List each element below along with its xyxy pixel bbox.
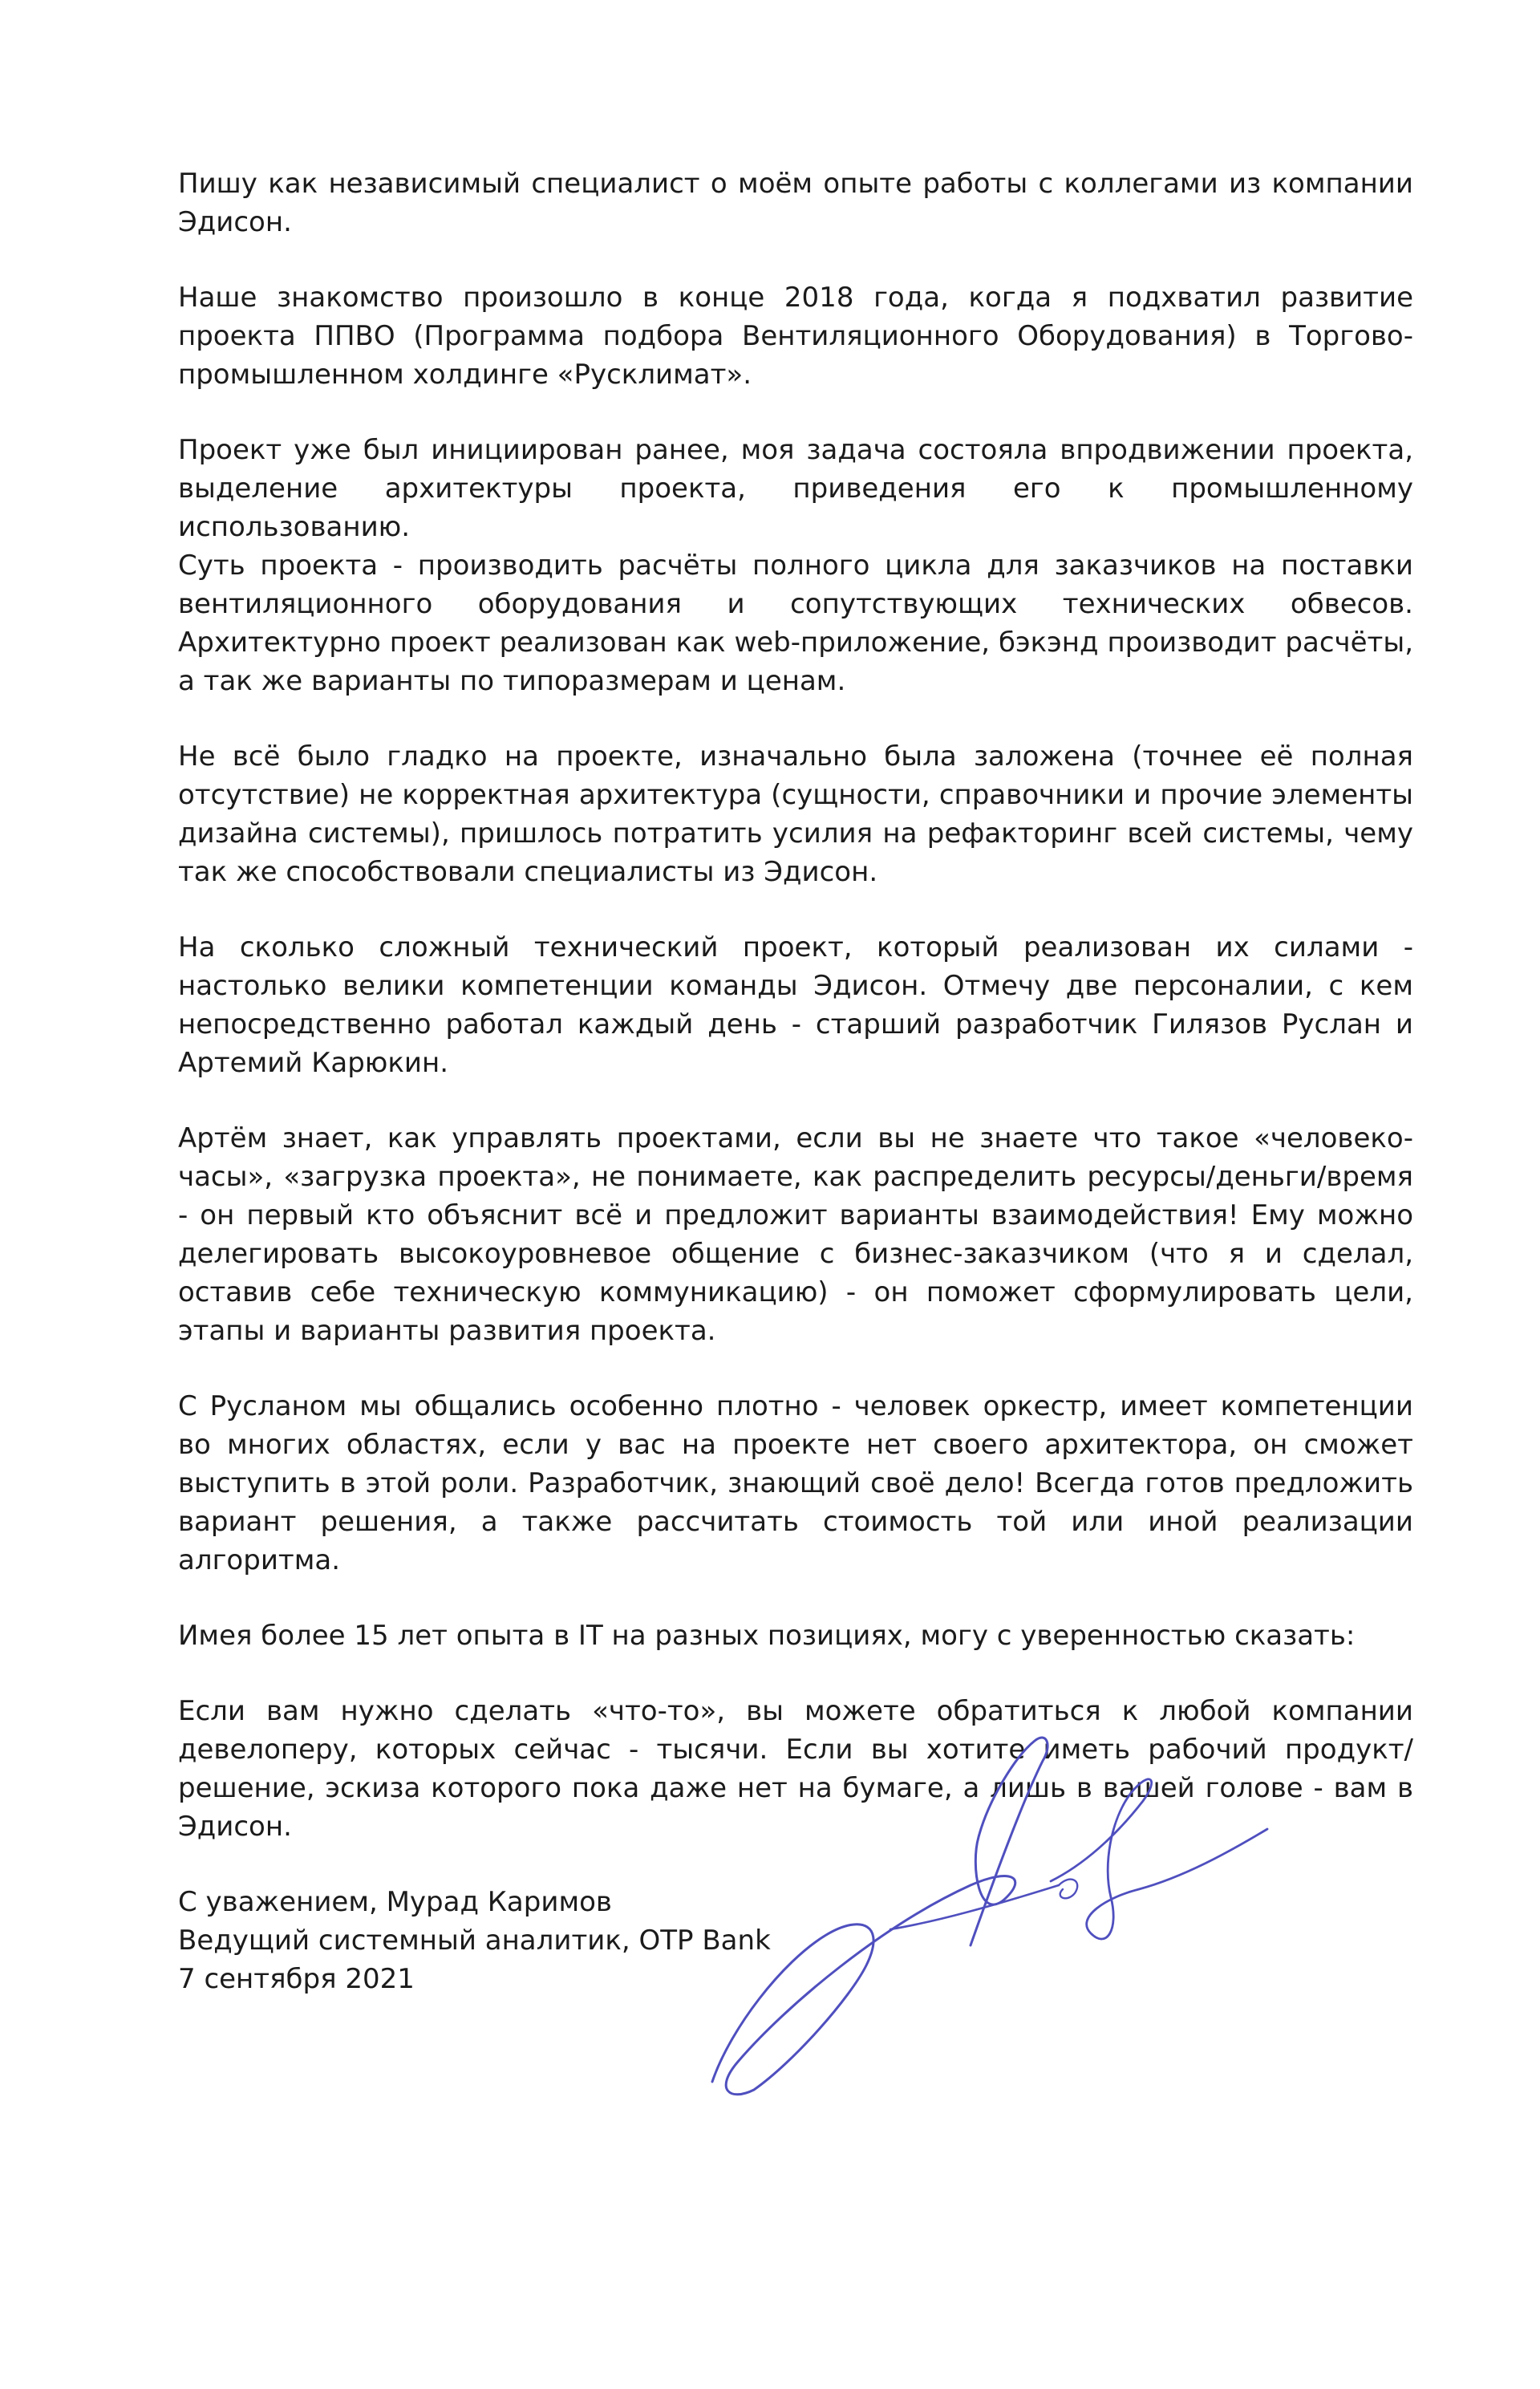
paragraph-ruslan: С Русланом мы общались особенно плотно - человек оркестр, имеет компетенции во многих областях, если у вас на проекте нет своего архитектора, он сможет выступить в этой роли. Разработчик, знающий своё дело! Всегда готов предложить вариант решения, а также рассчитать стоимость той или иной реализации алгоритма. — [178, 1390, 1413, 1576]
paragraph-competence: На сколько сложный технический проект, который реализован их силами - настолько велики компетенции команды Эдисон. Отмечу две персоналии, с кем непосредственно работал каждый день - старший разработчик Гилязов Руслан и Артемий Карюкин. — [178, 931, 1413, 1079]
handwritten-signature — [706, 1725, 1283, 2102]
paragraph-intro: Пишу как независимый специалист о моём опыте работы с коллегами из компании Эдисон. — [178, 168, 1413, 238]
signature-stroke-flourish — [1059, 1880, 1077, 1899]
paragraph-task: Проект уже был инициирован ранее, моя задача состояла впродвижении проекта, выделение архитектуры проекта, приведения его к промышленному использованию. — [178, 434, 1413, 543]
signature-stroke-loop — [712, 1738, 1048, 2095]
closing-date: 7 сентября 2021 — [178, 1963, 415, 1995]
paragraph-refactoring: Не всё было гладко на проекте, изначально была заложена (точнее её полная отсутствие) не корректная архитектура (сущности, справочники и прочие элементы дизайна системы), пришлось потратить усилия на рефакторинг всей системы, чему так же способствовали специалисты из Эдисон. — [178, 740, 1413, 888]
paragraph-artem: Артём знает, как управлять проектами, если вы не знаете что такое «человеко-часы», «загрузка проекта», не понимаете, как распределить ресурсы/деньги/время - он первый кто объяснит всё и предложит варианты взаимодействия! Ему можно делегировать высокоуровневое общение с бизнес-заказчиком (что я и сделал, оставив себе техническую коммуникацию) - он поможет сформулировать цели, этапы и варианты развития проекта. — [178, 1122, 1413, 1347]
paragraph-experience: Имея более 15 лет опыта в IT на разных позициях, могу с уверенностью сказать: — [178, 1620, 1356, 1652]
paragraph-project-essence: Суть проекта - производить расчёты полного цикла для заказчиков на поставки вентиляционного оборудования и сопутствующих технических обвесов. Архитектурно проект реализован как web-приложение, бэкэнд производит расчёты, а так же варианты по типоразмерам и ценам. — [178, 550, 1413, 697]
signature-stroke-cross — [890, 1885, 1059, 1929]
signature-stroke-second — [1051, 1779, 1267, 1939]
closing-regards: С уважением, Мурад Каримов — [178, 1886, 612, 1918]
paragraph-acquaintance: Наше знакомство произошло в конце 2018 года, когда я подхватил развитие проекта ППВО (Программа подбора Вентиляционного Оборудования) в Торгово-промышленном холдинге «Русклимат». — [178, 282, 1413, 391]
closing-position: Ведущий системный аналитик, OTP Bank — [178, 1925, 771, 1957]
letter-body — [178, 164, 1413, 1998]
paragraph-recommendation: Если вам нужно сделать «что-то», вы можете обратиться к любой компании девелоперу, которых сейчас - тысячи. Если вы хотите иметь рабочий продукт/решение, эскиза которого пока даже нет на бумаге, а лишь в вашей голове - вам в Эдисон. — [178, 1695, 1413, 1843]
